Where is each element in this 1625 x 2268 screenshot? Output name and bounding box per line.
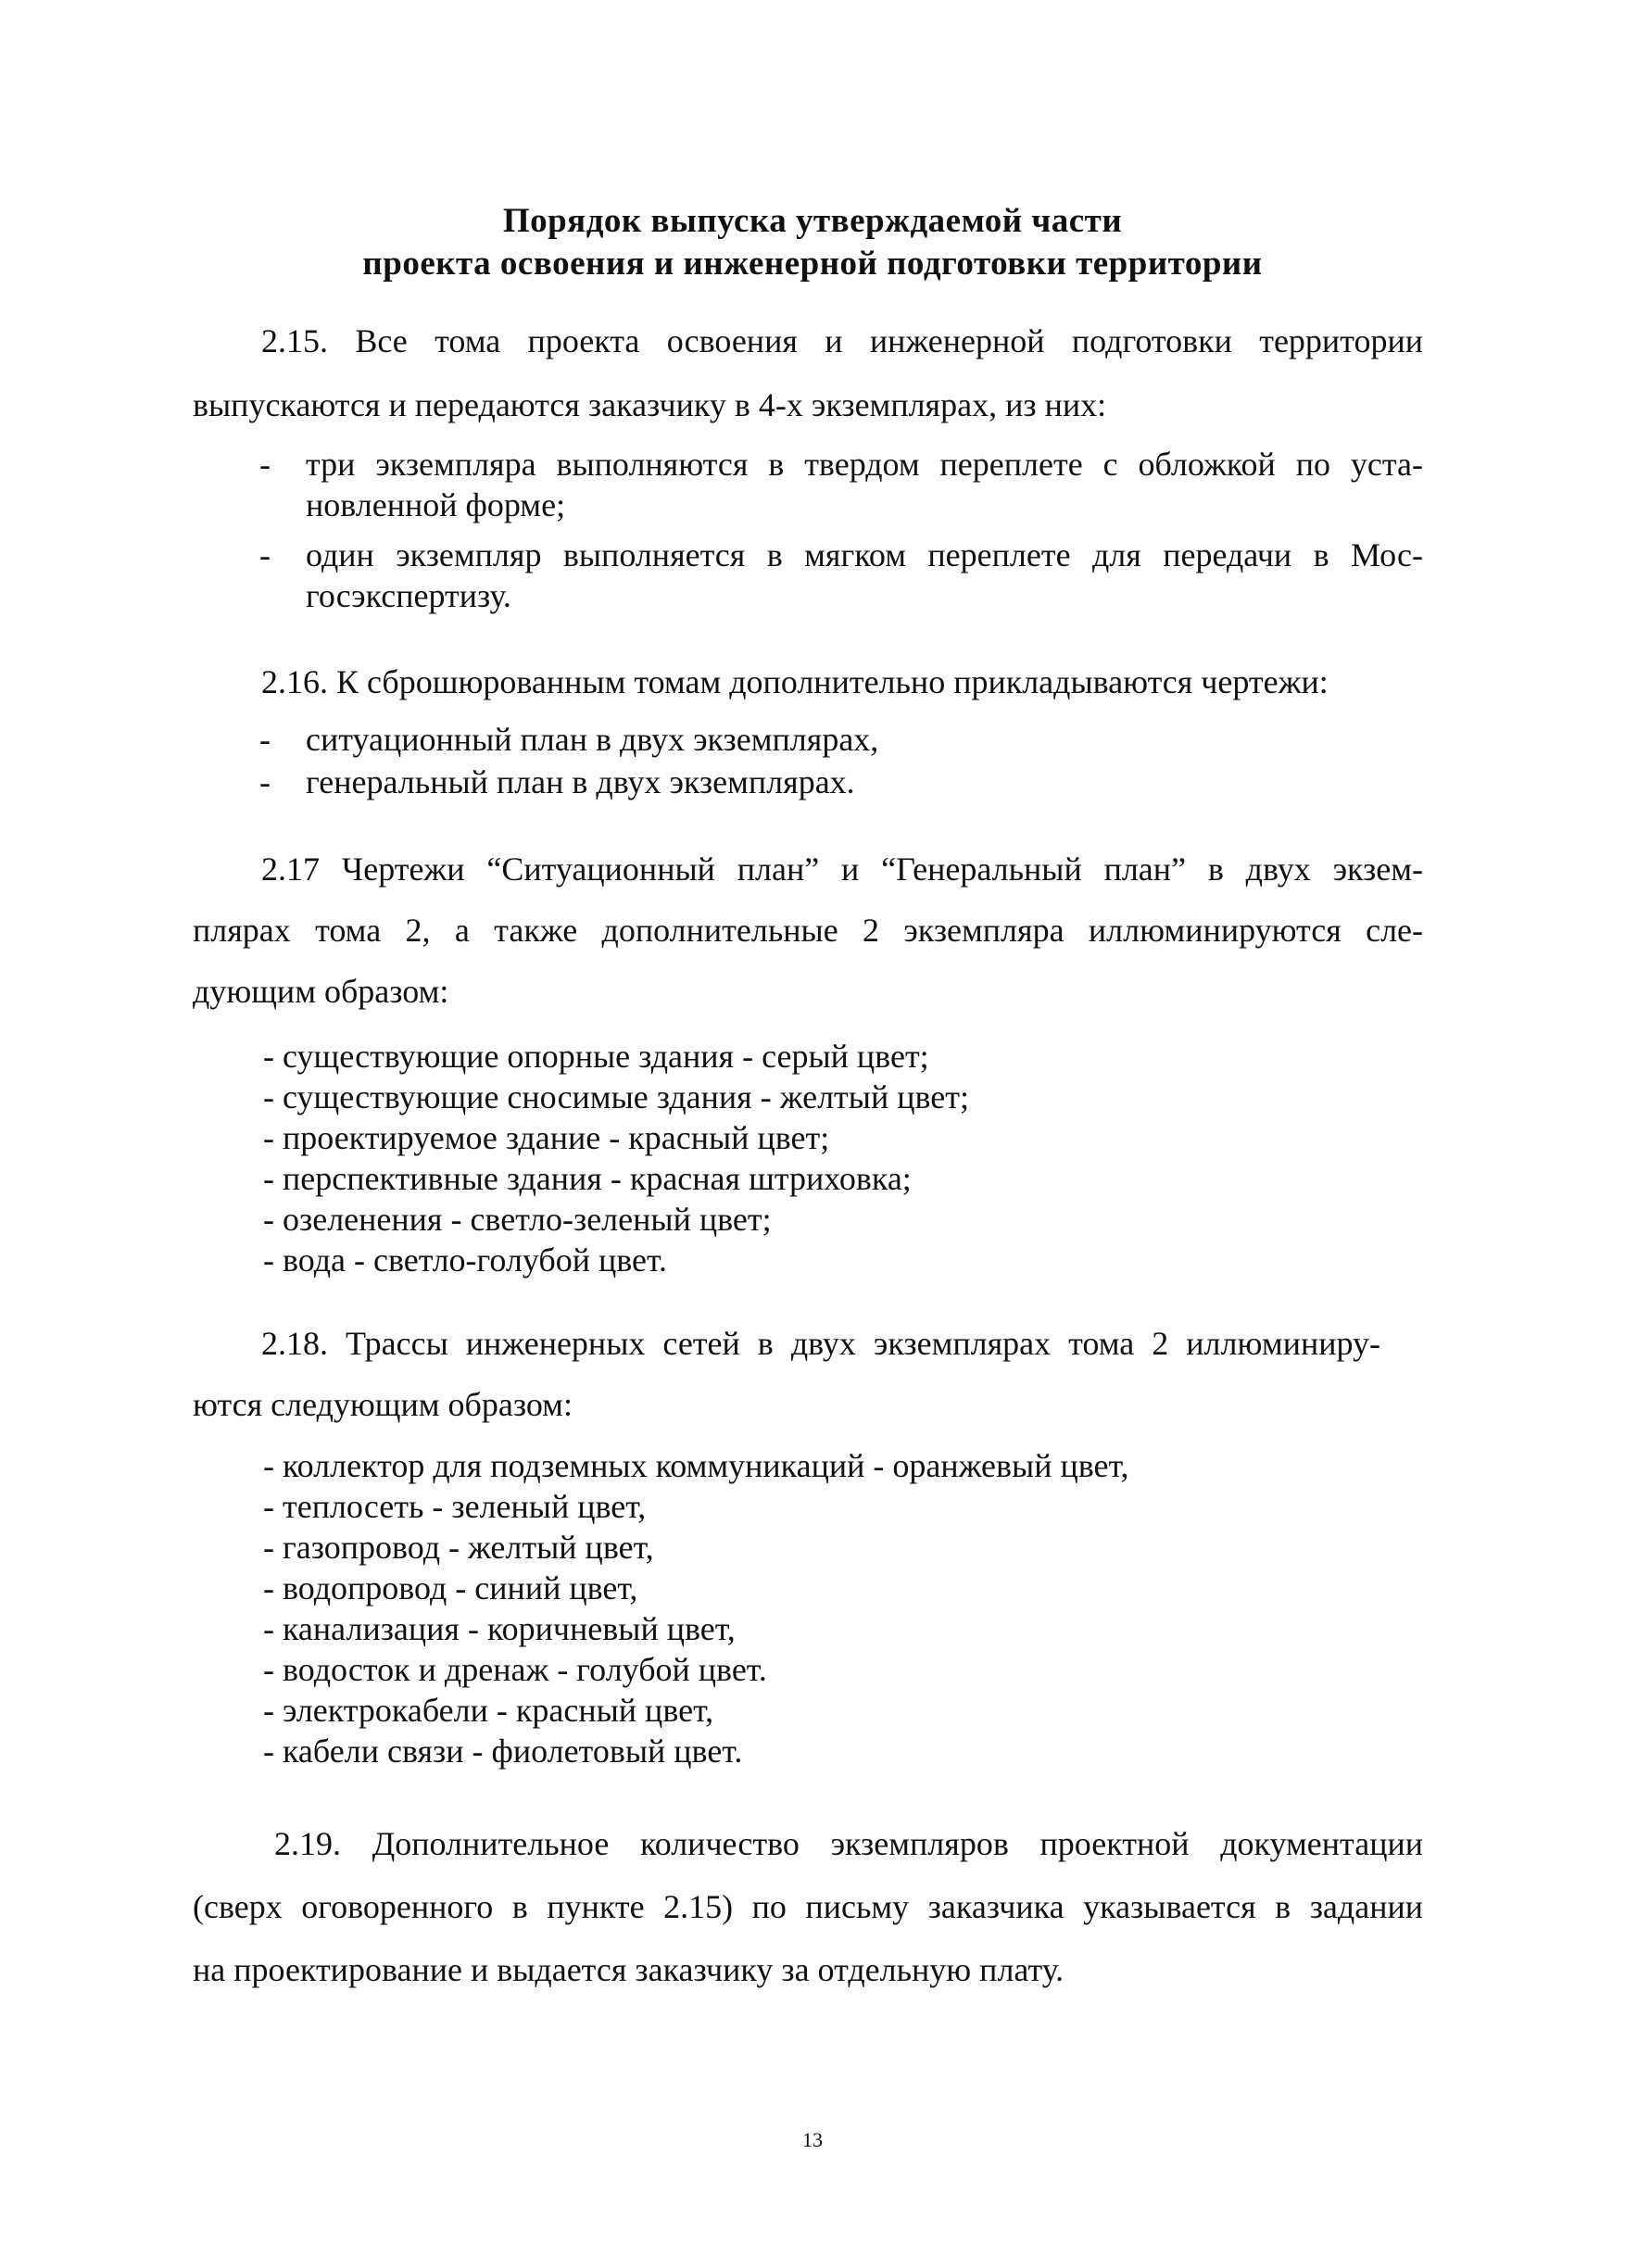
list-2-18-item: - теплосеть - зеленый цвет, <box>263 1488 647 1525</box>
paragraph-2-15-line-2: выпускаются и передаются заказчику в 4-х экземплярах, из них: <box>193 386 1107 423</box>
list-2-17-item: - перспективные здания - красная штриховка; <box>263 1160 912 1197</box>
bullet-2-16-2: генеральный план в двух экземплярах. <box>306 763 855 800</box>
paragraph-2-17-line-1: 2.17 Чертежи “Ситуационный план” и “Генеральный план” в двух экзем- <box>261 850 1423 888</box>
paragraph-2-16-line-1: 2.16. К сброшюрованным томам дополнительно прикладываются чертежи: <box>261 663 1329 700</box>
list-2-18-item: - канализация - коричневый цвет, <box>263 1610 736 1647</box>
list-2-18-item: - газопровод - желтый цвет, <box>263 1529 654 1566</box>
list-2-17-item: - вода - светло-голубой цвет. <box>263 1241 668 1279</box>
list-2-18-item: - электрокабели - красный цвет, <box>263 1692 714 1729</box>
bullet-2-15-1-line-1: три экземпляра выполняются в твердом переплете с обложкой по уста- <box>306 446 1423 483</box>
paragraph-2-19-line-3: на проектирование и выдается заказчику за отдельную плату. <box>193 1951 1064 1988</box>
list-2-18-item: - водопровод - синий цвет, <box>263 1569 638 1606</box>
paragraph-2-18-line-1: 2.18. Трассы инженерных сетей в двух экземплярах тома 2 иллюминиру- <box>261 1325 1380 1362</box>
list-2-18-item: - коллектор для подземных коммуникаций - оранжевый цвет, <box>263 1447 1129 1484</box>
paragraph-2-19-line-1: 2.19. Дополнительное количество экземпляров проектной документации <box>274 1825 1423 1862</box>
section-title-line-1: Порядок выпуска утверждаемой части <box>502 202 1123 240</box>
list-2-17-item: - существующие сносимые здания - желтый цвет; <box>263 1078 969 1115</box>
paragraph-2-17-line-2: плярах тома 2, а также дополнительные 2 экземпляра иллюминируются сле- <box>193 912 1423 949</box>
bullet-2-15-1-line-2: новленной форме; <box>306 486 566 523</box>
list-2-18-item: - кабели связи - фиолетовый цвет. <box>263 1732 743 1770</box>
bullet-2-15-2-line-1: один экземпляр выполняется в мягком переплете для передачи в Мос- <box>306 536 1423 573</box>
list-2-17-item: - проектируемое здание - красный цвет; <box>263 1119 830 1156</box>
bullet-dash: - <box>259 763 271 800</box>
bullet-dash: - <box>259 536 271 573</box>
paragraph-2-17-line-3: дующим образом: <box>193 973 449 1010</box>
list-2-17-item: - озеленения - светло-зеленый цвет; <box>263 1201 772 1238</box>
paragraph-2-19-line-2: (сверх оговоренного в пункте 2.15) по письму заказчика указывается в задании <box>193 1888 1423 1925</box>
bullet-2-15-2-line-2: госэкспертизу. <box>306 577 511 614</box>
paragraph-2-15-line-1: 2.15. Все тома проекта освоения и инженерной подготовки территории <box>261 322 1423 359</box>
paragraph-2-18-line-2: ются следующим образом: <box>193 1386 573 1423</box>
bullet-2-16-1: ситуационный план в двух экземплярах, <box>306 721 879 758</box>
bullet-dash: - <box>259 446 271 483</box>
list-2-17-item: - существующие опорные здания - серый цвет; <box>263 1038 929 1075</box>
page-number: 13 <box>802 2128 823 2151</box>
bullet-dash: - <box>259 721 271 758</box>
section-title-line-2: проекта освоения и инженерной подготовки территории <box>362 245 1263 283</box>
list-2-18-item: - водосток и дренаж - голубой цвет. <box>263 1651 767 1688</box>
